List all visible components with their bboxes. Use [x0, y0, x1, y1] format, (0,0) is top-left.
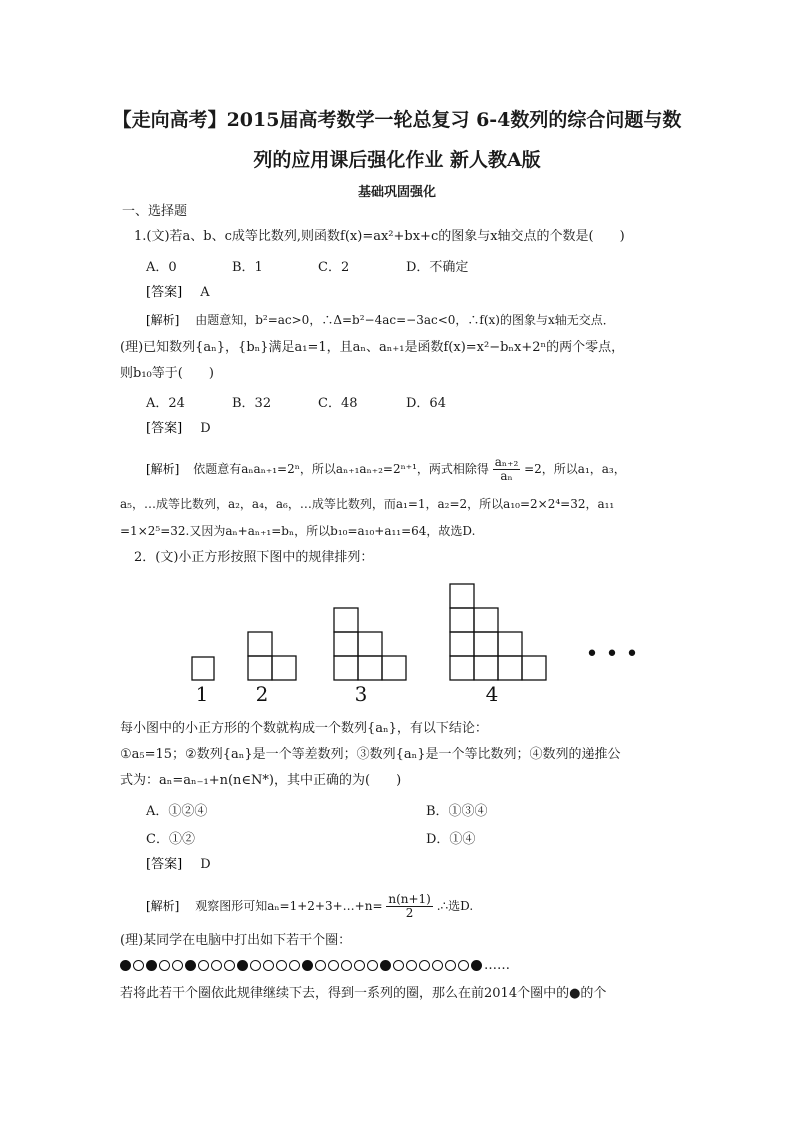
hollow-circle: [133, 960, 144, 971]
q1-analysis: [146, 311, 615, 329]
q2-description: 每小图中的小正方形的个数就构成一个数列{aₙ}，有以下结论：: [120, 721, 488, 736]
q2-option-a: A．①②④: [146, 804, 208, 819]
analysis-text: 由题意知，b²=ac>0，∴Δ=b²−4ac=−3ac<0，∴f(x)的图象与x轴无交点．: [195, 313, 615, 327]
hollow-circle: [289, 960, 300, 971]
q1li-analysis-line-1: [146, 456, 626, 483]
filled-circle: [302, 960, 313, 971]
answer-tag: [答案]: [146, 857, 183, 872]
q1li-text-2: 则b₁₀等于( ): [120, 366, 214, 381]
q1-option-b: B．1: [232, 260, 263, 275]
q2-option-b: B．①③④: [426, 804, 488, 819]
circle-sequence: [120, 957, 510, 975]
filled-circle: [120, 960, 131, 971]
hollow-circle: [341, 960, 352, 971]
hollow-circle: [172, 960, 183, 971]
hollow-circle: [250, 960, 261, 971]
q1li-option-a: A．24: [146, 396, 185, 411]
filled-circle: [146, 960, 157, 971]
hollow-circle: [393, 960, 404, 971]
analysis-text: 观察图形可知aₙ=1+2+3+…+n=: [195, 899, 383, 913]
sum-fraction: [386, 893, 433, 920]
q2-conclusions-1: ①a₅=15；②数列{aₙ}是一个等差数列；③数列{aₙ}是一个等比数列；④数列的递推公: [120, 747, 621, 762]
figure-2-squares: [248, 632, 296, 680]
q1-option-a: A．0: [146, 260, 177, 275]
hollow-circle: [354, 960, 365, 971]
analysis-text: 依题意有aₙaₙ₊₁=2ⁿ，所以aₙ₊₁aₙ₊₂=2ⁿ⁺¹，两式相除得: [193, 462, 489, 476]
filled-circle: [471, 960, 482, 971]
hollow-circle: [406, 960, 417, 971]
figure-label-3: 3: [354, 682, 368, 705]
analysis-text-cont: =2，所以a₁，a₃，: [524, 462, 626, 476]
hollow-circle: [263, 960, 274, 971]
hollow-circle: [458, 960, 469, 971]
fraction-numerator: aₙ₊₂: [494, 455, 519, 469]
answer-tag: [答案]: [146, 421, 183, 436]
figure-3-squares: [334, 608, 406, 680]
hollow-circle: [224, 960, 235, 971]
answer-value: A: [200, 285, 210, 300]
document-title: [100, 100, 694, 180]
q2-answer: [146, 856, 211, 874]
q2li-text-2: 若将此若干个圈依此规律继续下去，得到一系列的圈，那么在前2014个圈中的●的个: [120, 986, 607, 1001]
hollow-circle: [198, 960, 209, 971]
answer-value: D: [200, 857, 211, 872]
hollow-circle: [419, 960, 430, 971]
q2-text: 2．(文)小正方形按照下图中的规律排列：: [134, 550, 374, 565]
hollow-circle: [432, 960, 443, 971]
q1li-option-c: C．48: [318, 396, 358, 411]
title-line-2: 列的应用课后强化作业 新人教A版: [253, 149, 541, 171]
q1-answer: [146, 284, 210, 302]
q2li-text-1: (理)某同学在电脑中打出如下若干个圈：: [120, 933, 352, 948]
figure-4-squares: [450, 584, 546, 680]
q2-conclusions-2: 式为：aₙ=aₙ₋₁+n(n∈N*)，其中正确的为( ): [120, 773, 402, 788]
q2-option-c: C．①②: [146, 832, 195, 847]
hollow-circle: [445, 960, 456, 971]
title-line-1: 【走向高考】2015届高考数学一轮总复习 6-4数列的综合问题与数: [112, 109, 682, 131]
q1li-text-1: (理)已知数列{aₙ}，{bₙ}满足a₁=1，且aₙ、aₙ₊₁是函数f(x)=x²−bₙx+2ⁿ的两个零点，: [120, 340, 625, 355]
figure-ellipsis: • • •: [585, 642, 639, 667]
square-pattern-figure: [180, 575, 640, 705]
answer-value: D: [200, 421, 211, 436]
hollow-circle: [159, 960, 170, 971]
filled-circle: [237, 960, 248, 971]
q1li-answer: [146, 420, 211, 438]
figure-1-square: [192, 657, 214, 680]
q1li-analysis-line-2: a₅，…成等比数列，a₂，a₄，a₆，…成等比数列，而a₁=1，a₂=2，所以a₁₀=2×2⁴=32，a₁₁: [120, 497, 615, 511]
hollow-circle: [328, 960, 339, 971]
q1li-option-b: B．32: [232, 396, 272, 411]
analysis-tag: [解析]: [146, 313, 180, 327]
q2-analysis: [146, 893, 473, 920]
filled-circle: [185, 960, 196, 971]
figure-label-2: 2: [255, 682, 269, 705]
section-subtitle: 基础巩固强化: [357, 185, 436, 200]
hollow-circle: [211, 960, 222, 971]
figure-label-4: 4: [485, 682, 499, 705]
q1li-option-d: D．64: [406, 396, 446, 411]
analysis-tag: [解析]: [146, 462, 180, 476]
q1-text: 1.(文)若a、b、c成等比数列,则函数f(x)=ax²+bx+c的图象与x轴交点的个数是( ): [134, 229, 625, 244]
circle-pattern: [120, 958, 484, 973]
q1-option-d: D．不确定: [406, 260, 469, 275]
hollow-circle: [315, 960, 326, 971]
hollow-circle: [276, 960, 287, 971]
circle-tail: ……: [484, 958, 510, 973]
filled-circle: [380, 960, 391, 971]
analysis-text-cont: .∴选D.: [436, 899, 474, 913]
q1-option-c: C．2: [318, 260, 350, 275]
analysis-tag: [解析]: [146, 899, 180, 913]
q1li-analysis-line-3: =1×2⁵=32.又因为aₙ+aₙ₊₁=bₙ，所以b₁₀=a₁₀+a₁₁=64，故选D.: [120, 524, 476, 538]
ratio-fraction: [493, 456, 521, 483]
fraction-denominator: 2: [405, 906, 414, 920]
fraction-numerator: n(n+1): [388, 892, 431, 906]
hollow-circle: [367, 960, 378, 971]
q2-option-d: D．①④: [426, 832, 476, 847]
answer-tag: [答案]: [146, 285, 183, 300]
fraction-denominator: aₙ: [500, 469, 513, 483]
section-heading: 一、选择题: [122, 204, 188, 219]
figure-label-1: 1: [195, 682, 209, 705]
